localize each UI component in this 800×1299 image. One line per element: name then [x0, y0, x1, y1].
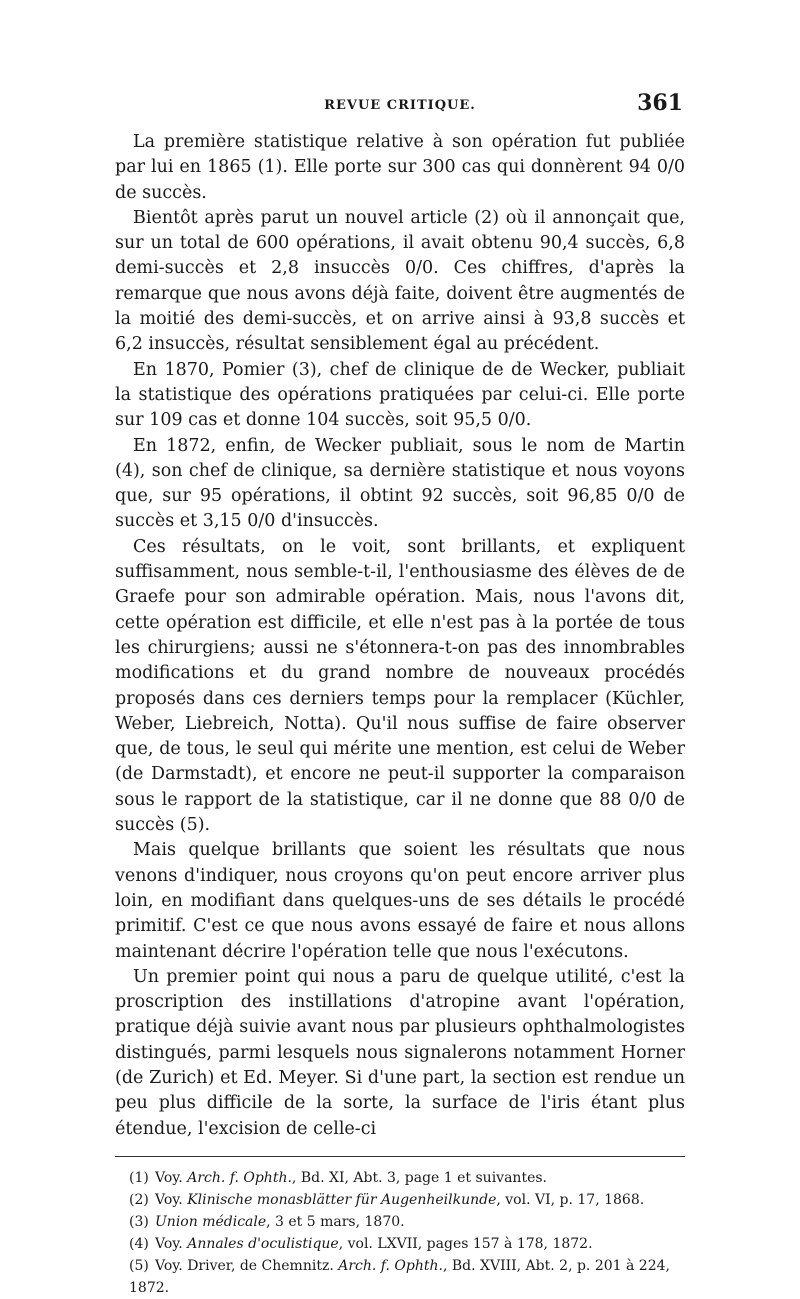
- paragraph: Un premier point qui nous a paru de quelque utilité, c'est la proscription des instillations d'atropine avant l'opération, pratique déjà suivie avant nous par plusieurs ophthalmologistes distingués, parmi lesquels nous signalerons notamment Horner (de Zurich) et Ed. Meyer. Si d'une part, la section est rendue un peu plus difficile de la sorte, la surface de l'iris étant plus étendue, l'excision de celle-ci: [115, 966, 685, 1139]
- footnote-number: (5): [129, 1257, 149, 1274]
- footnote-title: Union médicale: [155, 1213, 267, 1230]
- footnote-number: (2): [129, 1191, 149, 1208]
- paragraph: La première statistique relative à son opération fut publiée par lui en 1865 (1). Elle porte sur 300 cas qui donnèrent 94 0/0 de succès.: [115, 132, 685, 203]
- footnote-title: Annales d'oculistique: [187, 1235, 339, 1252]
- footnotes: [115, 1167, 685, 1299]
- page: [115, 88, 685, 1299]
- footnote-text: Voy.: [155, 1235, 188, 1252]
- footnote: [129, 1189, 685, 1211]
- footnote-title: Klinische monasblätter für Augenheilkunde: [187, 1191, 497, 1208]
- footnote: [129, 1233, 685, 1255]
- page-number: 361: [637, 90, 683, 116]
- footnote-text: , vol. LXVII, pages 157 à 178, 1872.: [338, 1235, 593, 1252]
- footnote-title: Arch. f. Ophth.: [338, 1257, 443, 1274]
- paragraph: Bientôt après parut un nouvel article (2) où il annonçait que, sur un total de 600 opérations, il avait obtenu 90,4 succès, 6,8 demi-succès et 2,8 insuccès 0/0. Ces chiffres, d'après la remarque que nous avons déjà faite, doivent être augmentés de la moitié des demi-succès, et on arrive ainsi à 93,8 succès et 6,2 insuccès, résultat sensiblement égal au précédent.: [115, 207, 685, 355]
- footnote-text: Voy.: [155, 1169, 188, 1186]
- running-title: REVUE CRITIQUE.: [324, 98, 476, 113]
- paragraph: Mais quelque brillants que soient les résultats que nous venons d'indiquer, nous croyons qu'on peut encore arriver plus loin, en modifiant dans quelques-uns de ses détails le procédé primitif. C'est ce que nous avons essayé de faire et nous allons maintenant décrire l'opération telle que nous l'exécutons.: [115, 840, 685, 962]
- footnote: [129, 1167, 685, 1189]
- footnote-title: Arch. f. Ophth.: [187, 1169, 292, 1186]
- page-header: [115, 88, 685, 118]
- footnote: [129, 1255, 685, 1299]
- paragraph: Ces résultats, on le voit, sont brillants, et expliquent suffisamment, nous semble-t-il, l'enthousiasme des élèves de de Graefe pour son admirable opération. Mais, nous l'avons dit, cette opération est difficile, et elle n'est pas à la portée de tous les chirurgiens; aussi ne s'étonnera-t-on pas des innombrables modifications et du grand nombre de nouveaux procédés proposés dans ces derniers temps pour la remplacer (Küchler, Weber, Liebreich, Notta). Qu'il nous suffise de faire observer que, de tous, le seul qui mérite une mention, est celui de Weber (de Darmstadt), et encore ne peut-il supporter la comparaison sous le rapport de la statistique, car il ne donne que 88 0/0 de succès (5).: [115, 536, 685, 836]
- paragraph: En 1870, Pomier (3), chef de clinique de de Wecker, publiait la statistique des opérations pratiquées par celui-ci. Elle porte sur 109 cas et donne 104 succès, soit 95,5 0/0.: [115, 359, 685, 431]
- footnote-text: , Bd. XI, Abt. 3, page 1 et suivantes.: [291, 1169, 547, 1186]
- footnote-text: , Bd. XVIII, Abt. 2, p. 201 à 224, 1872.: [129, 1257, 670, 1296]
- footnote-text: , vol. VI, p. 17, 1868.: [496, 1191, 645, 1208]
- body-text: [115, 130, 685, 1142]
- footnote-number: (3): [129, 1213, 149, 1230]
- footnote-text: , 3 et 5 mars, 1870.: [266, 1213, 405, 1230]
- footnote-text: Voy.: [155, 1191, 188, 1208]
- footnote: [129, 1211, 685, 1233]
- paragraph: En 1872, enfin, de Wecker publiait, sous le nom de Martin (4), son chef de clinique, sa dernière statistique et nous voyons que, sur 95 opérations, il obtint 92 succès, soit 96,85 0/0 de succès et 3,15 0/0 d'insuccès.: [115, 435, 685, 532]
- footnote-text: Voy. Driver, de Chemnitz.: [155, 1257, 339, 1274]
- footnote-number: (1): [129, 1169, 149, 1186]
- footnote-number: (4): [129, 1235, 149, 1252]
- footnote-divider: [115, 1156, 685, 1157]
